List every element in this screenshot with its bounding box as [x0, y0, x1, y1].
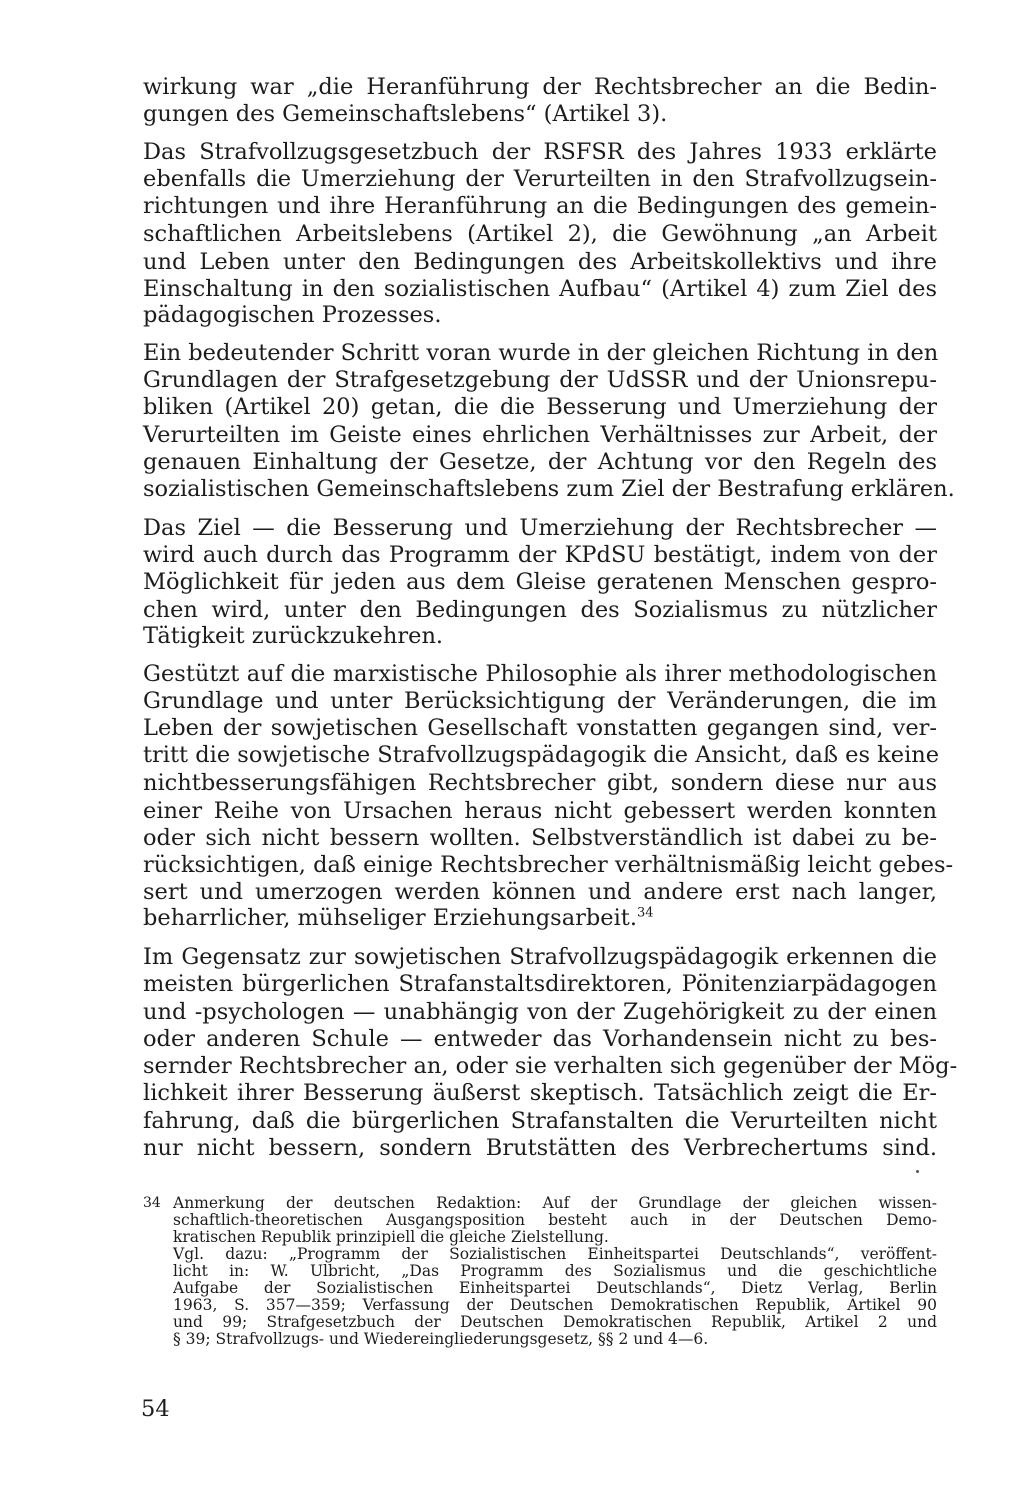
body-line: einer Reihe von Ursachen heraus nicht gebessert werden konnten	[143, 798, 937, 824]
footnote-line: Aufgabe der Sozialistischen Einheitspartei Deutschlands“, Dietz Verlag, Berlin	[173, 1279, 937, 1297]
footnote-line: § 39; Strafvollzugs- und Wiedereingliederungsgesetz, §§ 2 und 4—6.	[173, 1330, 709, 1348]
body-line: schaftlichen Arbeitslebens (Artikel 2), die Gewöhnung „an Arbeit	[143, 221, 937, 247]
page-number: 54	[141, 1396, 170, 1422]
body-line: Ein bedeutender Schritt voran wurde in der gleichen Richtung in den	[143, 340, 939, 366]
body-line: Im Gegensatz zur sowjetischen Strafvollzugspädagogik erkennen die	[143, 944, 937, 970]
body-line-with-footnote-ref	[143, 903, 937, 933]
body-line: Einschaltung in den sozialistischen Aufbau“ (Artikel 4) zum Ziel des	[143, 276, 937, 302]
body-line: lichkeit ihrer Besserung äußerst skeptisch. Tatsächlich zeigt die Er-	[143, 1080, 937, 1106]
body-line: Verurteilten im Geiste eines ehrlichen Verhältnisses zur Arbeit, der	[143, 422, 937, 448]
body-line: sernder Rechtsbrecher an, oder sie verhalten sich gegenüber der Mög-	[143, 1053, 958, 1079]
body-line: und Leben unter den Bedingungen des Arbeitskollektivs und ihre	[143, 249, 937, 275]
footnote-line: und 99; Strafgesetzbuch der Deutschen Demokratischen Republik, Artikel 2 und	[173, 1313, 937, 1331]
body-line: Tätigkeit zurückzukehren.	[143, 623, 444, 649]
footnote-line: licht in: W. Ulbricht, „Das Programm des Sozialismus und die geschichtliche	[173, 1262, 937, 1280]
body-line: nichtbesserungsfähigen Rechtsbrecher gibt, sondern diese nur aus	[143, 770, 937, 796]
body-line: wirkung war „die Heranführung der Rechtsbrecher an die Bedin-	[143, 74, 937, 100]
body-line: gungen des Gemeinschaftslebens“ (Artikel 3).	[143, 101, 668, 127]
footnote-line: 1963, S. 357—359; Verfassung der Deutschen Demokratischen Republik, Artikel 90	[173, 1296, 937, 1314]
body-line: Leben der sowjetischen Gesellschaft vonstatten gegangen sind, ver-	[143, 715, 937, 741]
body-line: sert und umerzogen werden können und andere erst nach langer,	[143, 879, 937, 905]
footnote-line: Vgl. dazu: „Programm der Sozialistischen Einheitspartei Deutschlands“, veröffent-	[173, 1245, 937, 1263]
body-line-text: beharrlicher, mühseliger Erziehungsarbeit.	[143, 905, 637, 931]
body-line: Möglichkeit für jeden aus dem Gleise geratenen Menschen gespro-	[143, 569, 937, 595]
footnote-marker: 34	[143, 1195, 161, 1211]
body-line: chen wird, unter den Bedingungen des Sozialismus zu nützlicher	[143, 597, 937, 623]
print-speck	[916, 1170, 919, 1173]
body-line: tritt die sowjetische Strafvollzugspädagogik die Ansicht, daß es keine	[143, 742, 940, 768]
body-line: und -psychologen — unabhängig von der Zugehörigkeit zu der einen	[143, 999, 937, 1025]
footnote-line: kratischen Republik prinzipiell die gleiche Zielstellung.	[173, 1228, 609, 1246]
body-line: rücksichtigen, daß einige Rechtsbrecher verhältnismäßig leicht gebes-	[143, 852, 954, 878]
body-line: bliken (Artikel 20) getan, die die Besserung und Umerziehung der	[143, 394, 937, 420]
body-line: Grundlage und unter Berücksichtigung der Veränderungen, die im	[143, 688, 937, 714]
body-line: pädagogischen Prozesses.	[143, 302, 442, 328]
body-line: oder anderen Schule — entweder das Vorhandensein nicht zu bes-	[143, 1026, 937, 1052]
footnote-line: schaftlich-theoretischen Ausgangsposition besteht auch in der Deutschen Demo-	[173, 1211, 937, 1229]
body-line: Grundlagen der Strafgesetzgebung der UdSSR und der Unionsrepu-	[143, 367, 937, 393]
body-line: richtungen und ihre Heranführung an die Bedingungen des gemein-	[143, 193, 937, 219]
body-line: Gestützt auf die marxistische Philosophie als ihrer methodologischen	[143, 661, 937, 687]
footnote-reference[interactable]: 34	[636, 905, 654, 921]
body-line: oder sich nicht bessern wollten. Selbstverständlich ist dabei zu be-	[143, 825, 937, 851]
body-line: Das Ziel — die Besserung und Umerziehung der Rechtsbrecher —	[143, 515, 937, 541]
body-line: wird auch durch das Programm der KPdSU bestätigt, indem von der	[143, 542, 937, 568]
body-line: Das Strafvollzugsgesetzbuch der RSFSR des Jahres 1933 erklärte	[143, 139, 937, 165]
body-line: ebenfalls die Umerziehung der Verurteilten in den Strafvollzugsein-	[143, 166, 937, 192]
body-line: fahrung, daß die bürgerlichen Strafanstalten die Verurteilten nicht	[143, 1108, 937, 1134]
body-line: sozialistischen Gemeinschaftslebens zum Ziel der Bestrafung erklären.	[143, 476, 955, 502]
body-line: meisten bürgerlichen Strafanstaltsdirektoren, Pönitenziarpädagogen	[143, 971, 937, 997]
body-line: genauen Einhaltung der Gesetze, der Achtung vor den Regeln des	[143, 449, 937, 475]
body-line: nur nicht bessern, sondern Brutstätten des Verbrechertums sind.	[143, 1135, 937, 1161]
footnote-line: Anmerkung der deutschen Redaktion: Auf der Grundlage der gleichen wissen-	[173, 1194, 937, 1212]
